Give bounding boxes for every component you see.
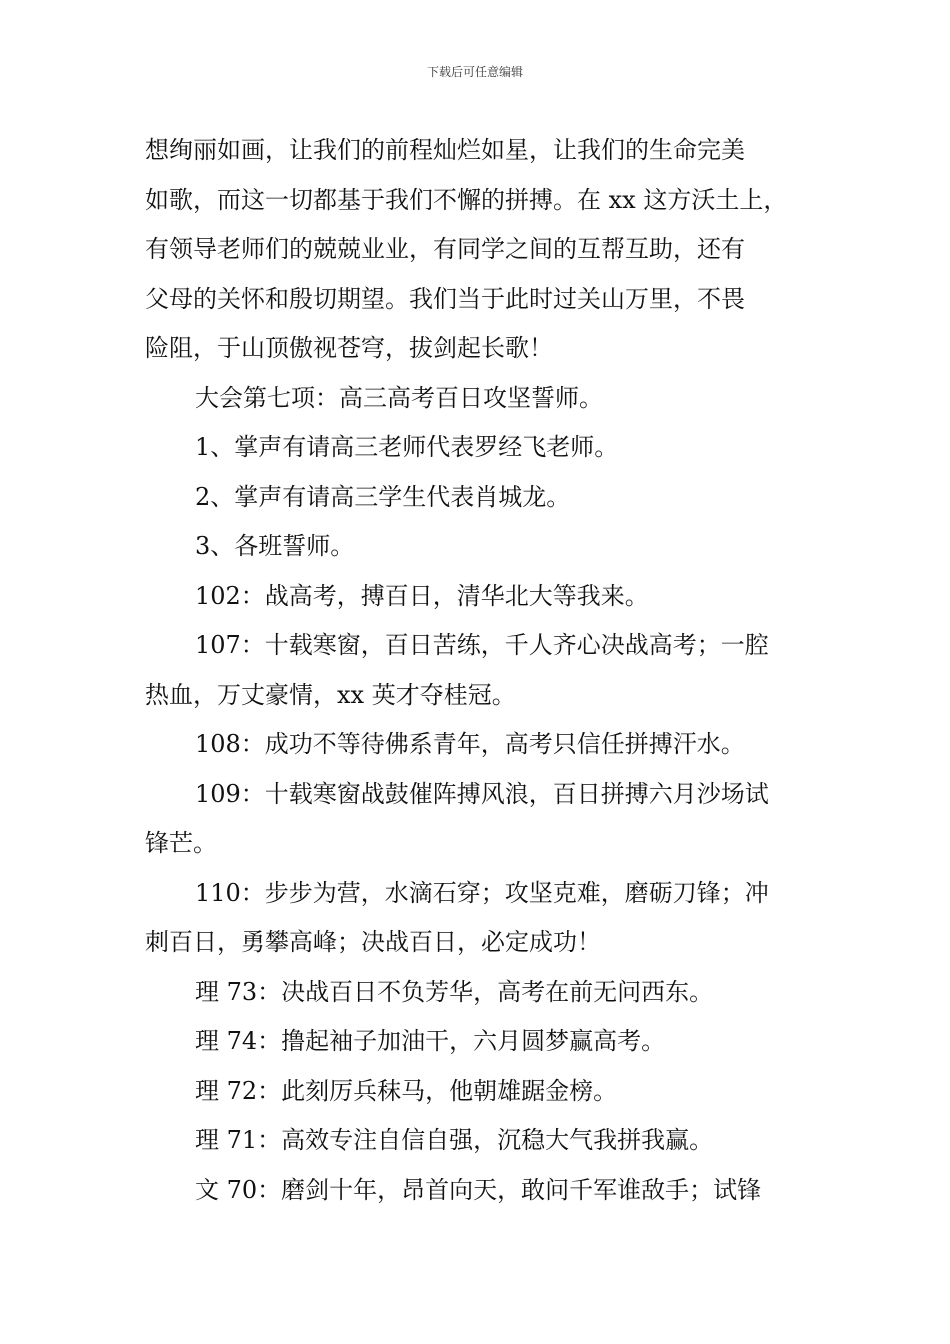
class-pledge: 109：十载寒窗战鼓催阵搏风浪，百日拼搏六月沙场试 <box>195 779 769 808</box>
agenda-subitem: 1、掌声有请高三老师代表罗经飞老师。 <box>195 433 619 461</box>
class-pledge: 文 70：磨剑十年，昂首向天，敢问千军谁敌手；试锋 <box>195 1175 762 1204</box>
class-pledge: 理 73：决战百日不负芳华，高考在前无问西东。 <box>195 977 714 1006</box>
class-pledge: 110：步步为营，水滴石穿；攻坚克难，磨砺刀锋；冲 <box>195 878 769 907</box>
paragraph-line: 如歌，而这一切都基于我们不懈的拼搏。在 xx 这方沃土上， <box>145 185 788 214</box>
document-body <box>145 126 810 1215</box>
paragraph-line: 有领导老师们的兢兢业业，有同学之间的互帮互助，还有 <box>145 235 745 263</box>
class-pledge: 102：战高考，搏百日，清华北大等我来。 <box>195 581 649 610</box>
page-header: 下载后可任意编辑 <box>426 65 523 79</box>
agenda-subitem: 3、各班誓师。 <box>195 532 355 560</box>
class-pledge: 理 74：撸起袖子加油干，六月圆梦赢高考。 <box>195 1027 666 1055</box>
agenda-item-title: 大会第七项：高三高考百日攻坚誓师。 <box>195 383 603 412</box>
class-pledge: 108：成功不等待佛系青年，高考只信任拼搏汗水。 <box>195 730 745 758</box>
paragraph-line: 险阻，于山顶傲视苍穹，拔剑起长歌！ <box>145 334 553 362</box>
class-pledge-continued: 刺百日，勇攀高峰；决战百日，必定成功！ <box>145 928 601 956</box>
class-pledge-continued: 锋芒。 <box>145 829 217 857</box>
class-pledge: 理 71：高效专注自信自强，沉稳大气我拼我赢。 <box>195 1126 714 1154</box>
class-pledge: 理 72：此刻厉兵秣马，他朝雄踞金榜。 <box>195 1076 618 1105</box>
paragraph-line: 想绚丽如画，让我们的前程灿烂如星，让我们的生命完美 <box>145 136 745 164</box>
class-pledge: 107：十载寒窗，百日苦练，千人齐心决战高考；一腔 <box>195 631 769 659</box>
class-pledge-continued: 热血，万丈豪情，xx 英才夺桂冠。 <box>145 680 516 709</box>
agenda-subitem: 2、掌声有请高三学生代表肖城龙。 <box>195 482 571 511</box>
paragraph-line: 父母的关怀和殷切期望。我们当于此时过关山万里，不畏 <box>145 284 745 313</box>
